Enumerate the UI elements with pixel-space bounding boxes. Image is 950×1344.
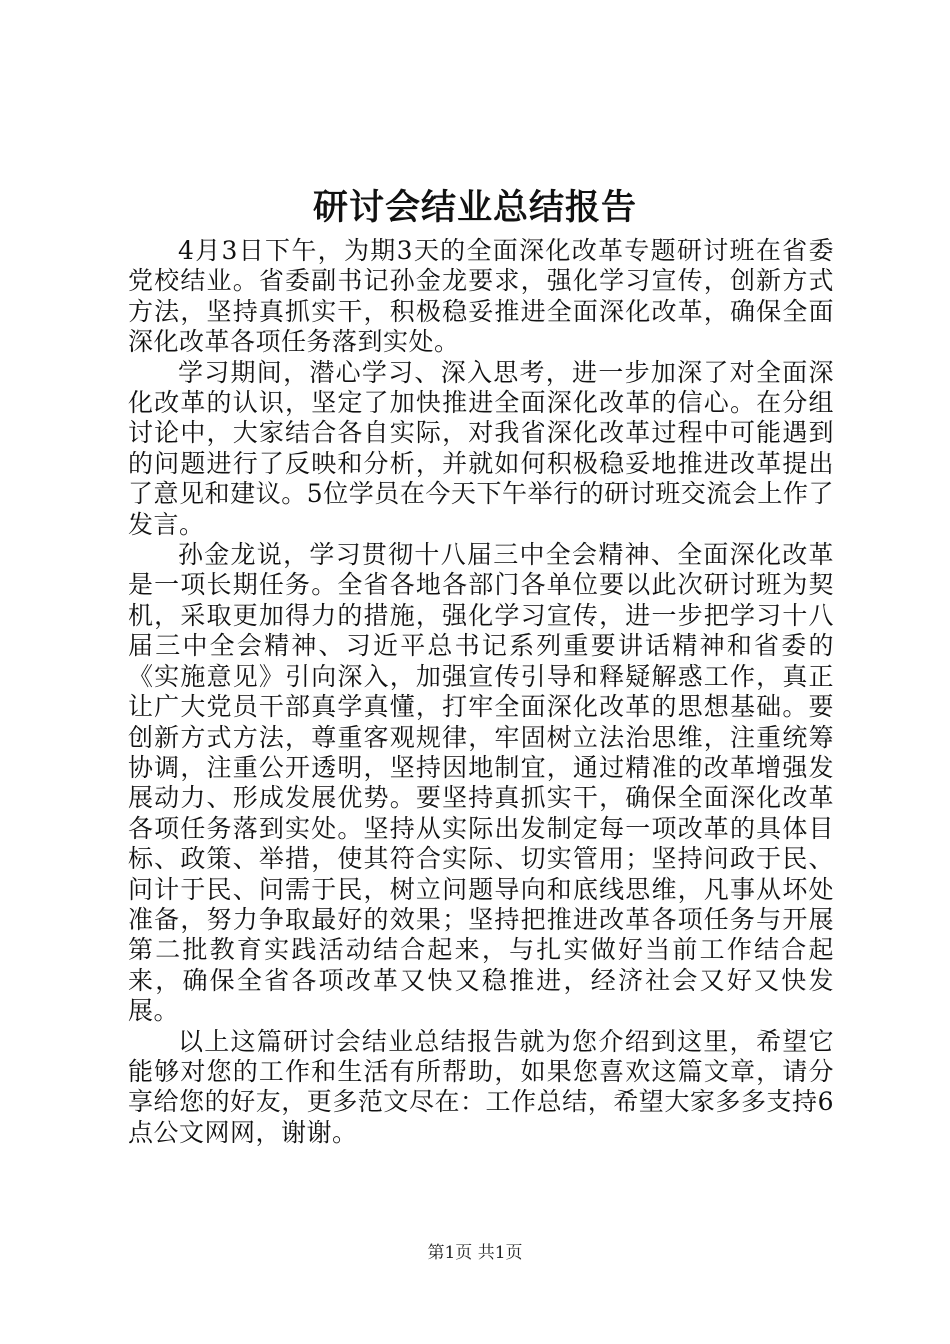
paragraph-4: 以上这篇研讨会结业总结报告就为您介绍到这里，希望它能够对您的工作和生活有所帮助，如果您喜欢这篇文章，请分享给您的好友，更多范文尽在：工作总结，希望大家多多支持6点公文网网，谢谢。 xyxy=(128,1026,834,1147)
paragraph-2: 学习期间，潜心学习、深入思考，进一步加深了对全面深化改革的认识，坚定了加快推进全面深化改革的信心。在分组讨论中，大家结合各自实际，对我省深化改革过程中可能遇到的问题进行了反映和分析，并就如何积极稳妥地推进改革提出了意见和建议。5位学员在今天下午举行的研讨班交流会上作了发言。 xyxy=(128,357,834,539)
document-body xyxy=(128,236,834,1148)
document-title: 研讨会结业总结报告 xyxy=(312,187,637,228)
page-number-footer: 第1页 共1页 xyxy=(427,1243,523,1263)
paragraph-3: 孙金龙说，学习贯彻十八届三中全会精神、全面深化改革是一项长期任务。全省各地各部门各单位要以此次研讨班为契机，采取更加得力的措施，强化学习宣传，进一步把学习十八届三中全会精神、习近平总书记系列重要讲话精神和省委的《实施意见》引向深入，加强宣传引导和释疑解惑工作，真正让广大党员干部真学真懂，打牢全面深化改革的思想基础。要创新方式方法，尊重客观规律，牢固树立法治思维，注重统筹协调，注重公开透明，坚持因地制宜，通过精准的改革增强发展动力、形成发展优势。要坚持真抓实干，确保全面深化改革各项任务落到实处。坚持从实际出发制定每一项改革的具体目标、政策、举措，使其符合实际、切实管用；坚持问政于民、问计于民、问需于民，树立问题导向和底线思维，凡事从坏处准备，努力争取最好的效果；坚持把推进改革各项任务与开展第二批教育实践活动结合起来，与扎实做好当前工作结合起来，确保全省各项改革又快又稳推进，经济社会又好又快发展。 xyxy=(128,540,834,1026)
paragraph-1: 4月3日下午，为期3天的全面深化改革专题研讨班在省委党校结业。省委副书记孙金龙要求，强化学习宣传，创新方式方法，坚持真抓实干，积极稳妥推进全面深化改革，确保全面深化改革各项任务落到实处。 xyxy=(128,236,834,357)
